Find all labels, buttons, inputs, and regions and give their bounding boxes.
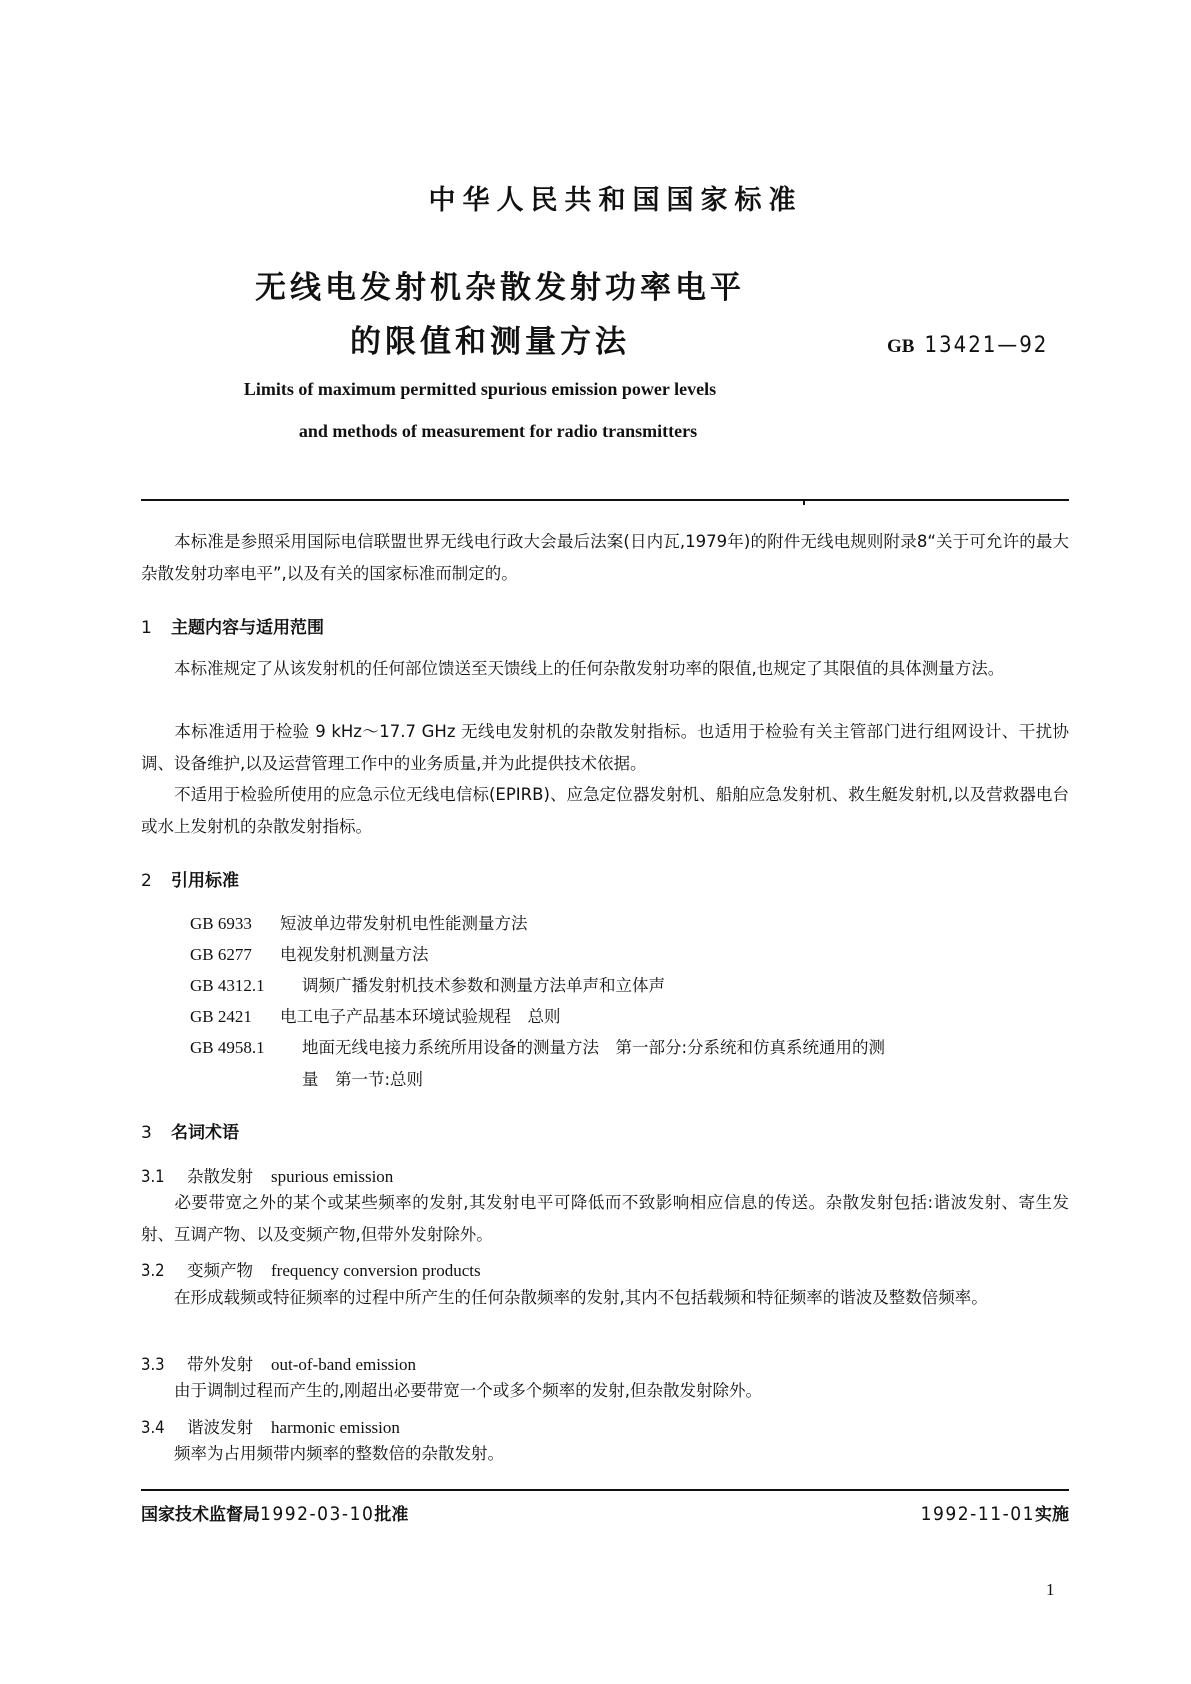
reference-item xyxy=(190,910,528,934)
term-number: 3.2 xyxy=(141,1261,165,1280)
page-number: 1 xyxy=(1046,1580,1055,1599)
definition-text: 由于调制过程而产生的,刚超出必要带宽一个或多个频率的发射,但杂散发射除外。 xyxy=(174,1381,762,1400)
term-cn: 杂散发射 xyxy=(187,1167,253,1186)
term-number: 3.1 xyxy=(141,1167,165,1186)
section-number: 2 xyxy=(141,871,152,891)
term-definition xyxy=(141,1187,1069,1250)
section-title: 名词术语 xyxy=(171,1123,239,1143)
reference-code: GB 6277 xyxy=(190,945,252,964)
effective-label: 实施 xyxy=(1035,1505,1069,1525)
effective-line xyxy=(921,1500,1069,1525)
term-en: frequency conversion products xyxy=(271,1261,481,1280)
effective-date: 1992-11-01 xyxy=(920,1503,1035,1525)
term-cn: 带外发射 xyxy=(187,1355,253,1374)
term-definition xyxy=(141,1375,1069,1407)
term-heading xyxy=(141,1351,416,1375)
reference-item xyxy=(190,1034,885,1058)
term-definition xyxy=(141,1282,1069,1314)
term-number: 3.3 xyxy=(141,1355,165,1374)
standard-number xyxy=(887,333,1048,358)
reference-code: GB 4958.1 xyxy=(190,1038,265,1057)
reference-code: GB 6933 xyxy=(190,914,252,933)
term-en: out-of-band emission xyxy=(271,1355,416,1374)
term-en: harmonic emission xyxy=(271,1418,400,1437)
reference-title: 短波单边带发射机电性能测量方法 xyxy=(280,914,528,933)
term-cn: 谐波发射 xyxy=(187,1418,253,1437)
term-definition xyxy=(141,1438,1069,1470)
term-cn: 变频产物 xyxy=(187,1261,253,1280)
term-number: 3.4 xyxy=(141,1418,165,1437)
document-title-cn-line1: 无线电发射机杂散发射功率电平 xyxy=(255,270,745,306)
section-1-paragraph-2 xyxy=(141,716,1069,779)
reference-code: GB 2421 xyxy=(190,1007,252,1026)
standard-code: 13421—92 xyxy=(924,333,1049,358)
definition-text: 必要带宽之外的某个或某些频率的发射,其发射电平可降低而不致影响相应信息的传送。杂散发射包括:谐波发射、寄生发射、互调产物、以及变频产物,但带外发射除外。 xyxy=(141,1193,1069,1244)
definition-text: 在形成载频或特征频率的过程中所产生的任何杂散频率的发射,其内不包括载频和特征频率的谐波及整数倍频率。 xyxy=(174,1288,988,1307)
section-1-heading xyxy=(141,613,324,638)
section-2-heading xyxy=(141,866,239,891)
intro-paragraph xyxy=(141,526,1069,589)
reference-title: 电视发射机测量方法 xyxy=(280,945,429,964)
intro-text: 本标准是参照采用国际电信联盟世界无线电行政大会最后法案(日内瓦,1979年)的附件无线电规则附录8“关于可允许的最大杂散发射功率电平”,以及有关的国家标准而制定的。 xyxy=(141,532,1069,583)
footer-divider xyxy=(141,1489,1069,1491)
approval-date: 1992-03-10 xyxy=(260,1503,375,1525)
header-divider xyxy=(141,499,1069,501)
term-en: spurious emission xyxy=(271,1167,394,1186)
section-1-paragraph-1 xyxy=(141,653,1069,685)
reference-title: 地面无线电接力系统所用设备的测量方法 第一部分:分系统和仿真系统通用的测 xyxy=(302,1038,886,1057)
reference-item xyxy=(190,972,665,996)
national-standard-heading: 中华人民共和国国家标准 xyxy=(428,185,803,216)
document-title-en-line1: Limits of maximum permitted spurious emission power levels xyxy=(243,379,717,399)
section-title: 引用标准 xyxy=(171,871,239,891)
term-heading xyxy=(141,1414,400,1438)
document-title-en-line2: and methods of measurement for radio transmitters xyxy=(298,421,698,441)
section-3-heading xyxy=(141,1118,239,1143)
definition-text: 频率为占用频带内频率的整数倍的杂散发射。 xyxy=(174,1444,504,1463)
standard-prefix: GB xyxy=(887,336,915,357)
term-heading xyxy=(141,1163,393,1187)
reference-item xyxy=(190,941,429,965)
paragraph-text: 不适用于检验所使用的应急示位无线电信标(EPIRB)、应急定位器发射机、船舶应急发射机、救生艇发射机,以及营救器电台或水上发射机的杂散发射指标。 xyxy=(141,785,1069,836)
reference-item-continuation xyxy=(302,1066,423,1090)
reference-item xyxy=(190,1003,561,1027)
section-title: 主题内容与适用范围 xyxy=(171,618,324,638)
paragraph-text: 本标准适用于检验 9 kHz～17.7 GHz 无线电发射机的杂散发射指标。也适用于检验有关主管部门进行组网设计、干扰协调、设备维护,以及运营管理工作中的业务质量,并为此提供技术依据。 xyxy=(141,722,1069,773)
issuer: 国家技术监督局 xyxy=(141,1505,260,1525)
section-number: 3 xyxy=(141,1123,152,1143)
approval-line xyxy=(141,1500,408,1525)
document-title-cn-line2: 的限值和测量方法 xyxy=(350,324,630,360)
reference-title: 量 第一节:总则 xyxy=(302,1070,424,1089)
section-1-paragraph-3 xyxy=(141,779,1069,842)
reference-title: 调频广播发射机技术参数和测量方法单声和立体声 xyxy=(302,976,665,995)
approval-label: 批准 xyxy=(374,1505,409,1525)
reference-code: GB 4312.1 xyxy=(190,976,265,995)
reference-title: 电工电子产品基本环境试验规程 总则 xyxy=(280,1007,561,1026)
term-heading xyxy=(141,1257,481,1281)
paragraph-text: 本标准规定了从该发射机的任何部位馈送至天馈线上的任何杂散发射功率的限值,也规定了其限值的具体测量方法。 xyxy=(174,659,1005,678)
section-number: 1 xyxy=(141,618,152,638)
